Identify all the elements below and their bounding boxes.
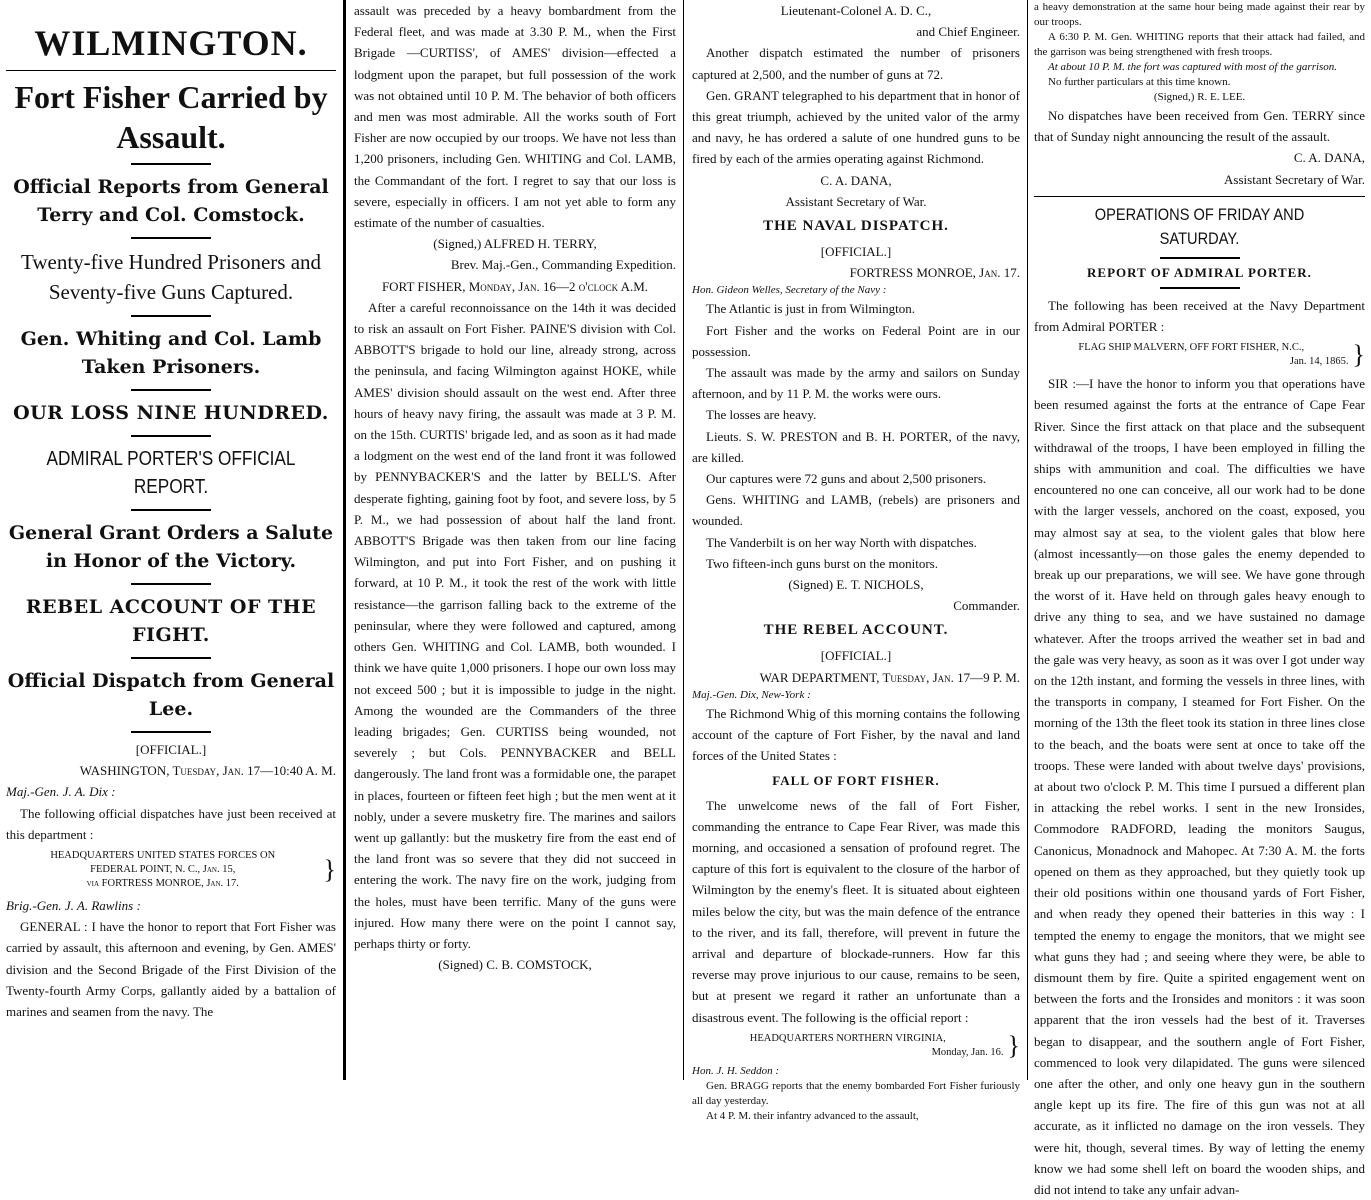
divider [131,163,211,165]
section-heading: THE NAVAL DISPATCH. [763,218,949,235]
paragraph: Our captures were 72 guns and about 2,500 prisoners. [706,471,987,487]
column-4 [1030,0,1369,1197]
paragraph: Fort Fisher and the works on Federal Point are in our possession. [692,322,1020,359]
paragraph: The assault was made by the army and sailors on Sunday afternoon, and by 11 P. M. the works were ours. [692,365,1020,402]
paragraph: At 4 P. M. their infantry advanced to the assault, [706,1109,919,1122]
paragraph: The Atlantic is just in from Wilmington. [706,301,916,317]
divider [131,731,211,733]
sub-heading: REPORT OF ADMIRAL PORTER. [1087,264,1312,280]
paragraph: Another dispatch estimated the number of prisoners captured at 2,500, and the number of guns at 72. [692,45,1020,82]
salutation: Maj.-Gen. J. A. Dix : [6,784,116,800]
divider [131,435,211,437]
signature-title: Commander. [953,598,1020,614]
column-rule [343,0,346,1080]
signature-title: Assistant Secretary of War. [785,193,927,209]
paragraph: The losses are heavy. [706,407,817,423]
paragraph: No dispatches have been received from Gen. TERRY since that of Sunday night announcing the result of the assault. [1034,108,1365,145]
divider [131,315,211,317]
brace-glyph: } [1352,340,1365,370]
deck: Twenty-five Hundred Prisoners and Seventy-five Guns Captured. [20,250,322,304]
paragraph: The Vanderbilt is on her way North with dispatches. [706,534,977,550]
section-heading: THE REBEL ACCOUNT. [763,622,949,639]
dateline: WAR DEPARTMENT, Tuesday, Jan. 17—9 P. M. [759,669,1020,685]
signature-title: and Chief Engineer. [916,24,1020,40]
signature-title: Brev. Maj.-Gen., Commanding Expedition. [450,257,676,273]
paragraph: Gen. GRANT telegraphed to his department that in honor of this great triumph, achieved by the united valor of the army and navy, he has ordered a salute of one hundred guns to be fired by each of the armies operating against Richmond. [692,87,1020,167]
paragraph: After a careful reconnoissance on the 14th it was decided to risk an assault on Fort Fisher. PAINE'S division with Col. ABBOTT'S brigade to hold our line, already strong, across the peninsula, and facing Wilmington against HOKE, while AMES' division should assault on the west end. After three hours of heavy navy firing, the assault was made at 3 P. M. on the 15th. CURTIS' brigade led, and as soon as it had made a lodgment on the west end of the land front it was followed by PENNYBACKER'S and the latter by BELL'S. After desperate fighting, gaining foot by foot, and severe loss, by 5 P. M., we had possession of about half the land front. ABBOTT'S Brigade was then taken from our line facing Wilmington, and put into Fort Fisher, and on pushing it forward, at 10 P. M., it took the rest of the work with little resistance—the garrison falling back to the extreme of the peninsular, where they were followed and captured, among others Gen. WHITING and Col. LAMB, both wounded. I think we have quite 1,000 prisoners. I hope our own loss may not exceed 500 ; but it is impossible to judge in the night. Among the wounded are the Commanders of the three leading brigades; Gen. CURTISS being wounded, not severely ; but Cols. PENNYBACKER and BELL dangerously. The land front was a formidable one, the parapet in places, fourteen or fifteen feet high ; but the men went at it nobly, under a severe musketry fire. The marines and sailors went up gallantly: but the musketry fire from the east end of the land front was so severe that they did not succeed in entering the work. The navy fire on the work, judging from the holes, must have been terrific. Many of the guns were injured. How many there were on the point I cannot say, perhaps thirty or forty. [354,299,676,951]
divider [131,509,211,511]
deck: Official Dispatch from General Lee. [7,670,335,720]
paragraph: At about 10 P. M. the fort was captured with most of the garrison. [1048,61,1338,73]
paragraph: Gens. WHITING and LAMB, (rebels) are prisoners and wounded. [692,492,1020,529]
official-tag: [OFFICIAL.] [820,244,892,260]
deck: OUR LOSS NINE HUNDRED. [13,402,329,424]
divider [131,657,211,659]
deck: General Grant Orders a Salute in Honor of the Victory. [8,522,334,572]
column-1 [2,0,340,1080]
paragraph: The following official dispatches have just been received at this department : [6,805,336,842]
dispatch-header-line: via FORTRESS MONROE, Jan. 17. [86,878,239,890]
paragraph: GENERAL : I have the honor to report that Fort Fisher was carried by assault, this afternoon and evening, by Gen. AMES' division and the Second Brigade of the First Division of the Twenty-fourth Army Corps, gallantly aided by a battalion of marines and seamen from the navy. The [6,919,336,1020]
dispatch-header-line: FLAG SHIP MALVERN, OFF FORT FISHER, N.C., [1078,342,1305,354]
paragraph: Lieuts. S. W. PRESTON and B. H. PORTER, of the navy, are killed. [692,428,1020,465]
column-rule [1027,0,1028,1080]
signature: (Signed,) ALFRED H. TERRY, [433,236,597,252]
signature: C. A. DANA, [1293,150,1365,166]
deck: REBEL ACCOUNT OF THE FIGHT. [25,596,317,646]
deck: Gen. Whiting and Col. Lamb Taken Prisoners. [20,328,322,378]
official-tag: [OFFICIAL.] [820,648,892,664]
dispatch-header-line: Monday, Jan. 16. [931,1046,1004,1058]
salutation: Brig.-Gen. J. A. Rawlins : [6,898,141,914]
signature: (Signed) C. B. COMSTOCK, [438,957,592,973]
divider [1034,196,1365,197]
divider [1160,287,1240,289]
dispatch-header [1034,341,1365,369]
divider [131,237,211,239]
dateline: FORT FISHER, Monday, Jan. 16—2 o'clock A.M. [381,278,649,294]
paragraph: The Richmond Whig of this morning contains the following account of the capture of Fort Fisher, by the naval and land forces of the United States : [692,705,1020,764]
signature: C. A. DANA, [820,172,892,188]
paragraph: The unwelcome news of the fall of Fort Fisher, commanding the entrance to Cape Fear River, was made this morning, and occasioned a sensation of profound regret. The capture of this fort is equivalent to the closure of the harbor of Wilmington by the enemy's fleet. It is situated about eighteen miles below the city, but was the main defence of the entrance to the river, and its fall, therefore, will prevent in future the arrival and departure of blockade-runners. How far this reverse may prove injurious to our cause, remains to be seen, but at present we regard it rather an unfortunate than a disastrous event. The following is the official report : [692,797,1020,1025]
masthead: WILMINGTON. [34,23,308,63]
dispatch-header [692,1032,1020,1060]
dateline: FORTRESS MONROE, Jan. 17. [849,265,1020,281]
section-heading: OPERATIONS OF FRIDAY AND SATURDAY. [1094,204,1305,248]
paragraph: a heavy demonstration at the same hour being made against their rear by our troops. [1034,1,1365,28]
divider [131,583,211,585]
column-3 [688,0,1024,1122]
official-tag: [OFFICIAL.] [135,742,207,757]
dispatch-header-line: HEADQUARTERS NORTHERN VIRGINIA, [749,1032,946,1044]
salutation: Hon. J. H. Seddon : [692,1064,780,1077]
column-rule [683,0,684,1080]
signature: (Signed,) R. E. LEE. [1153,91,1246,103]
divider [6,70,336,71]
deck: Official Reports from General Terry and Col. Comstock. [13,176,329,226]
column-2 [350,0,680,1080]
paragraph: assault was preceded by a heavy bombardment from the Federal fleet, and was made at 3.30 P. M., when the First Brigade —CURTISS', of AMES' division—effected a lodgment upon the parapet, but full possession of the work was not obtained until 10 P. M. The behavior of both officers and men was most admirable. All the works south of Fort Fisher are now occupied by our troops. We have not less than 1,200 prisoners, including Gen. WHITING and Col. LAMB, the Commandant of the fort. I regret to say that our loss is severe, especially in officers. I am not yet able to form any estimate of the number of casualties. [354,3,676,231]
brace-glyph: } [1007,1030,1020,1060]
brace-glyph: } [323,855,336,885]
divider [1160,257,1240,259]
paragraph: Two fifteen-inch guns burst on the monitors. [706,555,938,571]
paragraph: Gen. BRAGG reports that the enemy bombarded Fort Fisher furiously all day yesterday. [692,1079,1020,1107]
divider [131,389,211,391]
dispatch-header-line: HEADQUARTERS UNITED STATES FORCES ON [50,850,276,862]
signature: (Signed) E. T. NICHOLS, [788,577,924,593]
dispatch-header [6,849,336,891]
dispatch-header-line: Jan. 14, 1865. [1289,356,1349,368]
paragraph: A 6:30 P. M. Gen. WHITING reports that their attack had failed, and the garrison was being strengthened with fresh troops. [1034,31,1365,58]
salutation: Maj.-Gen. Dix, New-York : [692,688,811,701]
paragraph: The following has been received at the Navy Department from Admiral PORTER : [1034,297,1365,335]
dateline: WASHINGTON, Tuesday, Jan. 17—10:40 A. M. [79,763,336,779]
paragraph: SIR :—I have the honor to inform you that operations have been resumed against the forts at the entrance of Cape Fear River. Since the first attack on that place and the subsequent withdrawal of the troops, I have been employed in filling the ships with ammunition and coal. The difficulties we have encountered no one can conceive, all our work had to be done with the larger vessels, anchored on the coast, exposed, you may almost say at sea, to the violent gales that blow here (almost incessantly—on those gales the enemy depended to break up our preparations, we will see. We have gone through the worst of it. Have held on through gales heavy enough to drive any thing to sea, and we have sustained no damage whatever. After the troops arrived the weather set in bad and the gale was very heavy, as soon as it was over I got under way on the 12th instant, and forming the vessels in three lines, with the transports in company, I steamed for Fort Fisher. On the morning of the 13th the fleet took its station in three lines close to the beach, and the boats were sent at once to take off the troops. These were landed with about twelve days' provisions, at about two o'clock P. M. This time I pursued a different plan in attacking the rebel works. I sent in the new Ironsides, Commodore RADFORD, leading the monitors Saugus, Canonicus, Monadnock and Mahopec. At 7:30 A. M. the forts opened on them as they approached, but they quietly took up their old positions within one thousand yards of Fort Fisher, and when ready they opened their batteries in this way : I tempted the enemy to engage the monitors, that we might see what guns they had ; and seeing where they were, be able to dismount them by fire. Quite a spirited engagement went on between the forts and the Ironsides and monitors : it was soon apparent that the iron vessels had the best of it. Traverses began to disappear, and the southern angle of Fort Fisher, commenced to look very dilapidated. The guns were silenced one after the other, and only one heavy gun in the southern angle kept up its fire. The fire of this gun was not at all accurate, as it inflicted no damage on the iron vessels. They were hit, though, several times. By way of letting the enemy know we had some shell left on board the wooden ships, and did not intend to take any unfair advan- [1034,376,1365,1197]
deck: ADMIRAL PORTER'S OFFICIAL REPORT. [46,448,296,498]
salutation: Hon. Gideon Welles, Secretary of the Navy : [692,284,887,297]
main-headline: Fort Fisher Carried by Assault. [14,79,328,155]
signature-title: Assistant Secretary of War. [1224,171,1365,187]
paragraph: No further particulars at this time known. [1048,76,1231,88]
sub-heading: FALL OF FORT FISHER. [772,772,940,788]
signature-title: Lieutenant-Colonel A. D. C., [780,3,932,18]
dispatch-header-line: FEDERAL POINT, N. C., Jan. 15, [90,864,236,876]
